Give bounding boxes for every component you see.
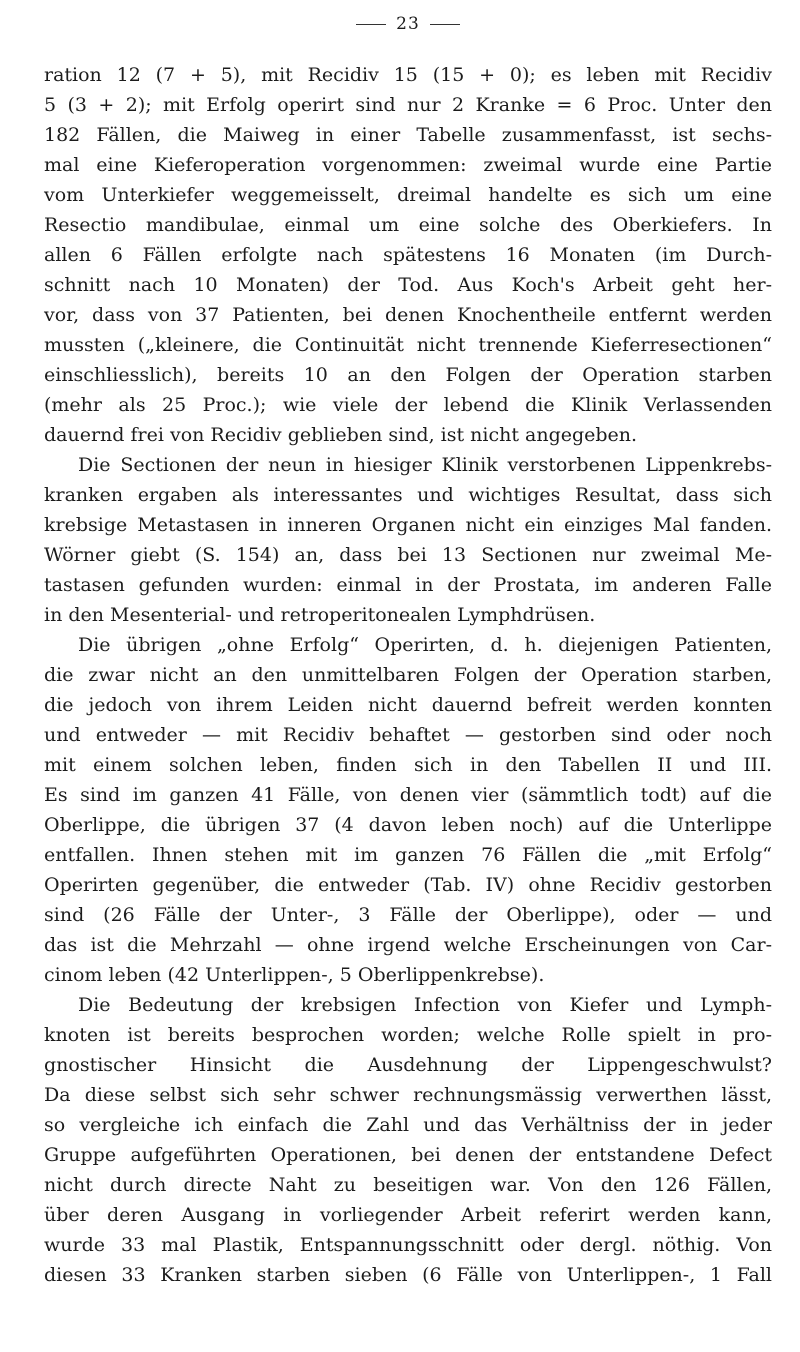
- text-line: gnostischer Hinsicht die Ausdehnung der Lippengeschwulst?: [44, 1054, 772, 1076]
- text-line: Wörner giebt (S. 154) an, dass bei 13 Sectionen nur zweimal Me-: [44, 544, 772, 566]
- text-line: sind (26 Fälle der Unter-, 3 Fälle der Oberlippe), oder — und: [44, 904, 772, 926]
- text-line: nicht durch directe Naht zu beseitigen war. Von den 126 Fällen,: [44, 1174, 772, 1196]
- text-line: und entweder — mit Recidiv behaftet — gestorben sind oder noch: [44, 724, 772, 746]
- text-line: einschliesslich), bereits 10 an den Folgen der Operation starben: [44, 364, 772, 386]
- text-line: (mehr als 25 Proc.); wie viele der lebend die Klinik Verlassenden: [44, 394, 772, 416]
- text-line: das ist die Mehrzahl — ohne irgend welche Erscheinungen von Car-: [44, 934, 772, 956]
- text-line: 182 Fällen, die Maiweg in einer Tabelle zusammenfasst, ist sechs-: [44, 124, 772, 146]
- text-line: die zwar nicht an den unmittelbaren Folgen der Operation starben,: [44, 664, 772, 686]
- text-line: über deren Ausgang in vorliegender Arbeit referirt werden kann,: [44, 1204, 772, 1226]
- text-line: in den Mesenterial- und retroperitonealen Lymphdrüsen.: [44, 604, 596, 626]
- text-line: dauernd frei von Recidiv geblieben sind, ist nicht angegeben.: [44, 424, 638, 446]
- text-line: die jedoch von ihrem Leiden nicht dauernd befreit werden konnten: [44, 694, 772, 716]
- text-line: krebsige Metastasen in inneren Organen nicht ein einziges Mal fanden.: [44, 514, 772, 536]
- text-line: so vergleiche ich einfach die Zahl und das Verhältniss der in jeder: [44, 1114, 772, 1136]
- text-line: Resectio mandibulae, einmal um eine solche des Oberkiefers. In: [44, 214, 772, 236]
- text-line: entfallen. Ihnen stehen mit im ganzen 76 Fällen die „mit Erfolg“: [44, 844, 772, 866]
- text-line: Operirten gegenüber, die entweder (Tab. IV) ohne Recidiv gestorben: [44, 874, 772, 896]
- text-line: Es sind im ganzen 41 Fälle, von denen vier (sämmtlich todt) auf die: [44, 784, 772, 806]
- text-line: allen 6 Fällen erfolgte nach spätestens 16 Monaten (im Durch-: [44, 244, 772, 266]
- text-line: ration 12 (7 + 5), mit Recidiv 15 (15 + 0); es leben mit Recidiv: [44, 64, 772, 86]
- header-rule-left: [356, 24, 386, 25]
- text-line: cinom leben (42 Unterlippen-, 5 Oberlippenkrebse).: [44, 964, 545, 986]
- text-line: Oberlippe, die übrigen 37 (4 davon leben noch) auf die Unterlippe: [44, 814, 772, 836]
- text-line: Die Sectionen der neun in hiesiger Klinik verstorbenen Lippenkrebs-: [78, 454, 772, 476]
- text-line: schnitt nach 10 Monaten) der Tod. Aus Koch's Arbeit geht her-: [44, 274, 772, 296]
- text-line: mit einem solchen leben, finden sich in den Tabellen II und III.: [44, 754, 772, 776]
- text-line: kranken ergaben als interessantes und wichtiges Resultat, dass sich: [44, 484, 772, 506]
- text-line: Die übrigen „ohne Erfolg“ Operirten, d. h. diejenigen Patienten,: [78, 634, 772, 656]
- text-line: 5 (3 + 2); mit Erfolg operirt sind nur 2 Kranke = 6 Proc. Unter den: [44, 94, 772, 116]
- text-line: vom Unterkiefer weggemeisselt, dreimal handelte es sich um eine: [44, 184, 772, 206]
- page-number: 23: [396, 14, 420, 34]
- header-rule-right: [430, 24, 460, 25]
- text-line: Gruppe aufgeführten Operationen, bei denen der entstandene Defect: [44, 1144, 772, 1166]
- text-line: tastasen gefunden wurden: einmal in der Prostata, im anderen Falle: [44, 574, 772, 596]
- text-line: Da diese selbst sich sehr schwer rechnungsmässig verwerthen lässt,: [44, 1084, 772, 1106]
- text-line: diesen 33 Kranken starben sieben (6 Fälle von Unterlippen-, 1 Fall: [44, 1264, 772, 1286]
- text-line: knoten ist bereits besprochen worden; welche Rolle spielt in pro-: [44, 1024, 772, 1046]
- text-line: vor, dass von 37 Patienten, bei denen Knochentheile entfernt werden: [44, 304, 772, 326]
- text-line: mussten („kleinere, die Continuität nicht trennende Kieferresectionen“: [44, 334, 772, 356]
- text-line: Die Bedeutung der krebsigen Infection von Kiefer und Lymph-: [78, 994, 772, 1016]
- text-line: wurde 33 mal Plastik, Entspannungsschnitt oder dergl. nöthig. Von: [44, 1234, 772, 1256]
- page-header: [44, 14, 772, 34]
- text-line: mal eine Kieferoperation vorgenommen: zweimal wurde eine Partie: [44, 154, 772, 176]
- body-text: [44, 60, 772, 1290]
